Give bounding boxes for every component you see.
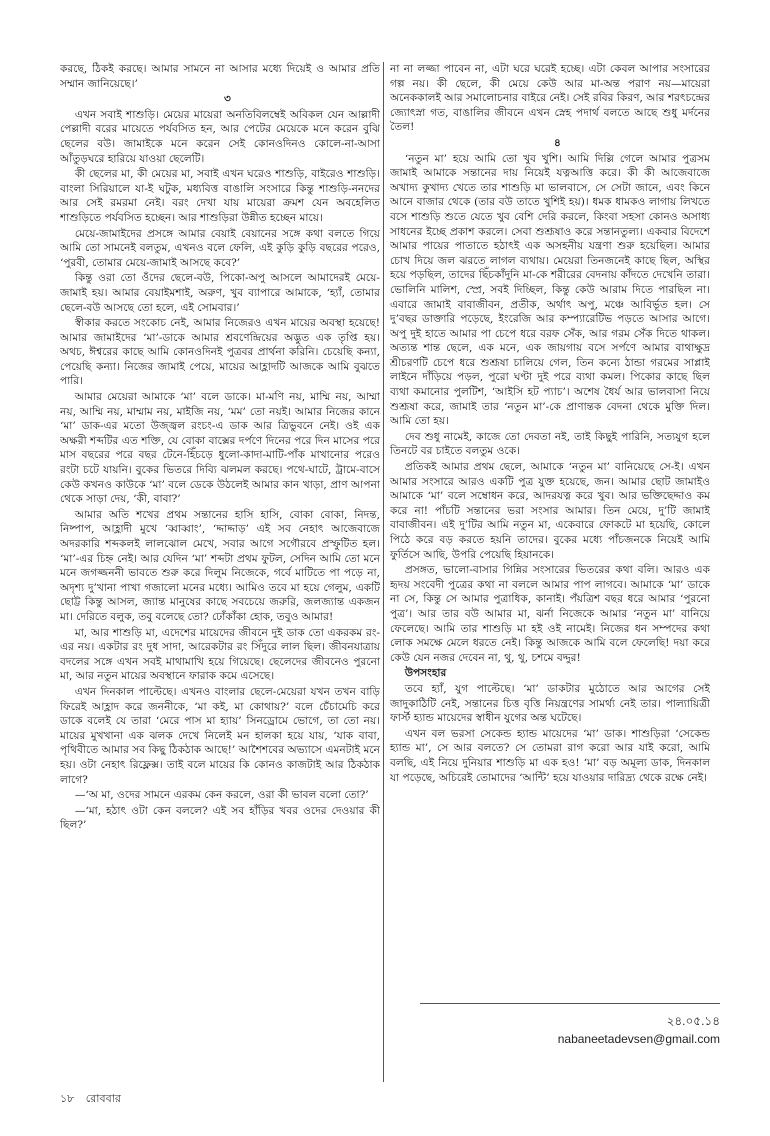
paragraph: মা, আর শাশুড়ি মা, এদেশের মায়েদের জীবনে দুই ডাক তো একরকম রং-এর নয়। একটার রং দুধ সাদা, আরেকটার রং সিঁদুরে লাল ছিল। জীবনযাত্রায় বদলের সঙ্গে এখন সবই মাথামাখি হয়ে গিয়েছে। ছেলেদের জীবনেও পুরনো মা, আর নতুন মায়ের অবস্থানে ফারাক কমে এসেছে। [60,626,380,683]
section-number: ৩ [223,93,231,106]
paragraph: —‘মা, হঠাৎ ওটা কেন বললে? এই সব হাঁড়ির খবর ওদের দেওয়ার কী ছিল?’ [60,804,380,832]
right-column [390,62,710,997]
paragraph: স্বীকার করতে সংকোচ নেই, আমার নিজেরও এখন মায়ের অবস্থা হয়েছে! আমার জামাইদের ‘মা’-ডাকে আমার শ্রবণেন্দ্রিয়ের অদ্ভুত এক তৃপ্তি হয়। অথচ, ঈশ্বরের কাছে আমি কোনওদিনই পুত্রবর প্রার্থনা করিনি। চেয়েছি কন্যা, পেয়েছি কন্যা। নিজের জামাই পেয়ে, মায়ের আহ্লাদটি আজকে আমি বুঝতে পারি। [60,317,380,388]
paragraph: করছে, ঠিকই করছে। আমার সামনে না আসার মধ্যে দিয়েই ও আমার প্রতি সম্মান জানিয়েছে।’ [60,63,380,90]
paragraph: এখন দিনকাল পাল্টেছে। এখনও বাংলার ছেলে-মেয়েরা যখন তখন বাড়ি ফিরেই আহ্লাদ করে জননীকে, ‘মা কই, মা কোথায়?’ বলে চেঁচামেচি করে ডাকে বলেই যে তারা ‘মেরে পাস মা হ্যায়’ সিনড্রোমে ভোগে, তা তো নয়। মায়ের মুখখানা এক ঝলক দেখে নিলেই মন হালকা হয়ে যায়, ‘যাক বাবা, পৃথিবীতে আমার সব কিছু ঠিকঠাক আছে!’ আশৈশবের অভ্যাসে এমনটাই মনে হয়। ওটা নেহাৎ রিফ্লেক্স। তাই বলে মায়ের কি কোনও কাজটাই আর ঠিকঠাক লাগে? [60,685,380,786]
paragraph: না না লজ্জা পাবেন না, এটা ঘরে ঘরেই হচ্ছে। এটা কেবল আপার সংসারের গল্প নয়। কী ছেলে, কী মেয়ে কেউ আর মা-অন্ত পরাণ নয়—মায়েরা অনেককালই আর সমালোচনার বাইরে নেই। সেই রবির কিরণ, আর শরৎচন্দ্রের জ্যোৎস্না গত, বাঙালির জীবনে এখন স্নেহ পদার্থ বলতে আছে শুধু মর্দনের তৈল! [390,63,710,134]
paragraph: আমার মেয়েরা আমাকে ‘মা’ বলে ডাকে। মা-মণি নয়, মাম্মি নয়, আম্মা নয়, আম্মি নয়, মাম্মাম নয়, মাইজি নয়, ‘মম’ তো নয়ই। আমার নিজের কানে ‘মা’ ডাক-এর মতো উজ্জ্বল রংচং-এ ডাক আর ত্রিভুবনে নেই। ওই এক অক্ষরী শব্দটির এত শক্তি, যে বোকা বাক্সের দর্পণে দিনের পরে দিন মাসের পরে মাস বছরের পরে বছর টেনে-হিঁচড়ে ধুলো-কাদা-মাটি-পাঁক মাখানোর পরেও রংটা চটে যায়নি। বুকের ভিতরে দিব্যি ঝলমল করছে। পথে-ঘাটে, ট্রামে-বাসে কেউ কখনও কাউকে ‘মা’ বলে ডেকে উঠলেই আমার কান খাড়া, প্রাণ আপনা থেকে সাড়া দেয়, ‘কী, বাবা?’ [60,391,380,506]
paragraph: প্রসঙ্গত, ভালো-বাসার গিন্নির সংসারের ভিতরের কথা বলি। আরও এক হৃদয় সংবেদী পুত্রের কথা না বললে আমার পাপ লাগবে। আমাকে ‘মা’ ডাকে না সে, কিন্তু সে আমার পুত্রাধিক, কানাই। পঁয়ত্রিশ বছর ধরে আমার ‘পুরনো পুত্র’। আর তার বউ আমার মা, ঝর্না নিজেকে আমার ‘নতুন মা’ বানিয়ে ফেলেছে। আমি তার শাশুড়ি মা হই ওই নামেই। নিজের ধন সম্পদের কথা লোক সমক্ষে মেলে ধরতে নেই। কিন্তু আজকে আমি বলে ফেলেছি! দয়া করে কেউ যেন নজর দেবেন না, থু, থু, চশমে বদ্দুর! [390,564,710,664]
paragraph: তবে হ্যাঁ, যুগ পাল্টেছে। ‘মা’ ডাকটার মুঠোতে আর আগের সেই জাদুকাঠিটি নেই, সন্তানের চিত্ত বৃত্তি নিয়ন্ত্রণের সামর্থ্য নেই তার। পাল্যায়িত্রী ফার্স্ট হ্যান্ড মায়েদের স্বাধীন যুগের অন্ত ঘটেছে। [390,682,710,725]
paragraph: কী ছেলের মা, কী মেয়ের মা, সবাই এখন ঘরেও শাশুড়ি, বাইরেও শাশুড়ি। বাংলা সিরিয়ালে যা-ই ঘটুক, মধ্যবিত্ত বাঙালি সংসারে কিন্তু শাশুড়ি-ননদের আর সেই রমরমা নেই। বরং দেখা যায় মায়েরা ক্রমশ যেন অবহেলিত শাশুড়িতে পর্যবসিত হচ্ছেন। আর শাশুড়িরা উন্নীত হচ্ছেন মায়ে। [60,168,380,224]
paragraph: এখন বল ভরসা সেকেন্ড হ্যান্ড মায়েদের ‘মা’ ডাক। শাশুড়িরা ‘সেকেন্ড হ্যান্ড মা’, সে আর বলতে? সে তোমরা রাগ করো আর যাই করো, আমি বলছি, এই নিয়ে দুনিয়ার শাশুড়ি মা এক হও! ‘মা’ বড় অমূল্য ডাক, দিনকাল যা পড়েছে, অচিরেই তোমাদের ‘আন্টি’ হয়ে যাওয়ার দারিদ্র্য থেকে রক্ষে নেই। [390,727,710,784]
column-divider [383,62,384,1082]
page-footer [60,1090,129,1109]
author-signoff [420,1003,720,1048]
author-email: nabaneetadevsen@gmail.com [557,1032,720,1046]
subheading: উপসংহার [404,667,447,680]
paragraph: দেব শুধু নামেই, কাজে তো দেবতা নই, তাই কিছুই পারিনি, সত্যযুগ হলে তিনটে বর চাইতে বলতুম ওকে। [390,430,710,458]
paragraph: ‘নতুন মা’ হয়ে আমি তো খুব খুশি। আমি দিল্লি গেলে আমার পুত্রসম জামাই আমাকে সন্তানের দায় নিয়েই যত্নআত্তি করে। কী কী আজেবাজে অখাদ্য কুখাদ্য খেতে তার শাশুড়ি মা ভালবাসে, সে সেটা জানে, এবং কিনে আনে বাজার থেকে (তার বউ তাতে খুশিই হয়)। ধমক ধামকও লাগায় লিখতে বসে শাশুড়ি শুতে যেতে খুব বেশি দেরি করলে, কিংবা সহসা কোনও অসাধ্য সাধনের ইচ্ছে প্রকাশ করলে। সেবা শুশ্রূষাও করে সন্তানতুল্য। একবার বিদেশে আমার পায়ের পাতাতে হঠাৎই এক অসহনীয় যন্ত্রণা শুরু হয়েছিল। আমার চোখ দিয়ে জল ঝরতে লাগল ব্যথায়। মেয়েরা তিনজনেই কাছে ছিল, অস্থির হয়ে পড়ছিল, তাদের ছিঁচকাঁদুনি মা-কে শরীরের বেদনায় কাঁদতে দেখেনি তারা। ভোলিনি মালিশ, স্প্রে, সবই দিচ্ছিল, কিন্তু কেউ আরাম দিতে পারছিল না। এবারে জামাই বাবাজীবন, প্রতীক, অর্থাৎ অপু, মঞ্চে আবির্ভূত হল। সে দু’বছর ডাক্তারি পড়েছে, ইংরেজি আর কম্প্যারেটিভ পড়তে আসার আগে। অপু দুই হাতে আমার পা চেপে ধরে বরফ সেঁক, আর গরম সেঁক দিতে থাকল। অত্যন্ত শান্ত ছেলে, এক মনে, এক জায়গায় বসে সর্পণে আমার বাথাক্ষুদ্র শ্রীচরণটি চেপে ধরে শুশ্রূষা চালিয়ে গেল, তিন কন্যে ঠান্ডা গরমের সাপ্লাই লাইনে দাঁড়িয়ে পড়ল, পুরো ঘণ্টা দুই পরে ব্যথা কমল। পিকোর কাছে ছিল ব্যথা কমানোর পুলটিশ, ‘আইসি হট প্যাচ’। অশেষ ধৈর্য আর ভালবাসা নিয়ে শুশ্রূষা করে, জামাই তার ‘নতুন মা’-কে প্রাণান্তক বেদনা থেকে মুক্তি দিল। আমি তো হয়। [390,152,710,428]
section-number: ৪ [553,136,561,149]
page-number: ১৮ [60,1092,75,1105]
paragraph: আমার অতি শখের প্রথম সন্তানের হাসি হাসি, বোকা বোকা, নিদন্ত, নিষ্পাপ, আহ্লাদী মুখে ‘ব্বাব্বাং’, ‘দ্দাদ্দাড়’ এই সব নেহাৎ আজেবাজে অদরকারি শব্দকলই লালঝোল মেখে, সবার আগে সগৌরবে প্রস্ফুটিত হল। ‘মা’-এর চিহ্ন নেই। আর যেদিন ‘মা’ শব্দটা প্রথম ফুটল, সেদিন আমি তো মনে মনে জগজ্জননী ভাবতে শুরু করে দিলুম নিজেকে, গর্বে মাটিতে পা পড়ে না, অদৃশ্য দু’খানা পাখা গজালো মনের মধ্যে। আমিও তবে মা হয়ে গেলুম, একটি ছোট্ট কিন্তু আসল, জ্যান্ত মানুষের কাছে সবচেয়ে জরুরি, জলজ্যান্ত একজন মা। দেরিতে বলুক, তবু বলেছে তো? ঢোঁকাঁকা হোক, তবুও আমার! [60,508,380,623]
paragraph: মেয়ে-জামাইদের প্রসঙ্গে আমার বেয়াই বেয়ানের সঙ্গে কথা বলতে গিয়ে আমি তো সামনেই বলতুম, এখনও বলে ফেলি, এই কুড়ি কুড়ি বছরের পরেও, ‘পুরবী, তোমার মেয়ে-জামাই আসছে কবে?’ [60,227,380,269]
paragraph: —‘অ মা, ওদের সামনে এরকম কেন করলে, ওরা কী ভাবল বলো তো?’ [74,789,369,802]
paragraph: প্রতিকই আমার প্রথম ছেলে, আমাকে ‘নতুন মা’ বানিয়েছে সে-ই। এখন আমার সংসারে আরও একটি পুত্র যুক্ত হয়েছে, জন। আমার ছোট জামাইও আমাকে ‘মা’ বলে সম্বোধন করে, আদরযত্ন করে খুব। আর ভক্তিছেদ্দাও কম করে না! পাঁচটি সন্তানের ভরা সংসার আমার। তিন মেয়ে, দু’টি জামাই বাবাজীবন। এই দু’টির আমি নতুন মা, একেবারে ফোকটে মা হয়েছি, কোলে পিঠে করে বড় করতে হয়নি তাদের। বুকের মধ্যে পাঁচজনকে নিয়েই আমি ফুর্তিসে আছি, উপরি পেয়েছি হিয়ানকে। [390,461,710,561]
left-column [60,62,380,1107]
magazine-name: রোববার [85,1092,121,1105]
signoff-date: ২৪.০৫.১৪ [666,1014,720,1028]
paragraph: কিন্তু ওরা তো ওঁদের ছেলে-বউ, পিকো-অপু আসলে আমাদেরই মেয়ে-জামাই হয়। আমার বেয়াইমশাই, অরুণ, খুব ব্যাপারে আমাকে, ‘হ্যাঁ, তোমার ছেলে-বউ আসছে তো হলে, এই সোমবার।’ [60,272,380,314]
paragraph: এখন সবাই শাশুড়ি। মেয়ের মায়েরা অনতিবিলম্বেই অবিকল যেন আল্লাদী পেল্লাদী বরের মায়েতে পর্যবসিত হন, আর পেটের মেয়েকে মনে করেন বুঝি ছেলের বউ। জামাইকে মনে করেন সেই কোনওদিনও কোলে-না-আসা আঁতুড়ঘরে হারিয়ে যাওয়া ছেলেটি। [60,108,380,165]
